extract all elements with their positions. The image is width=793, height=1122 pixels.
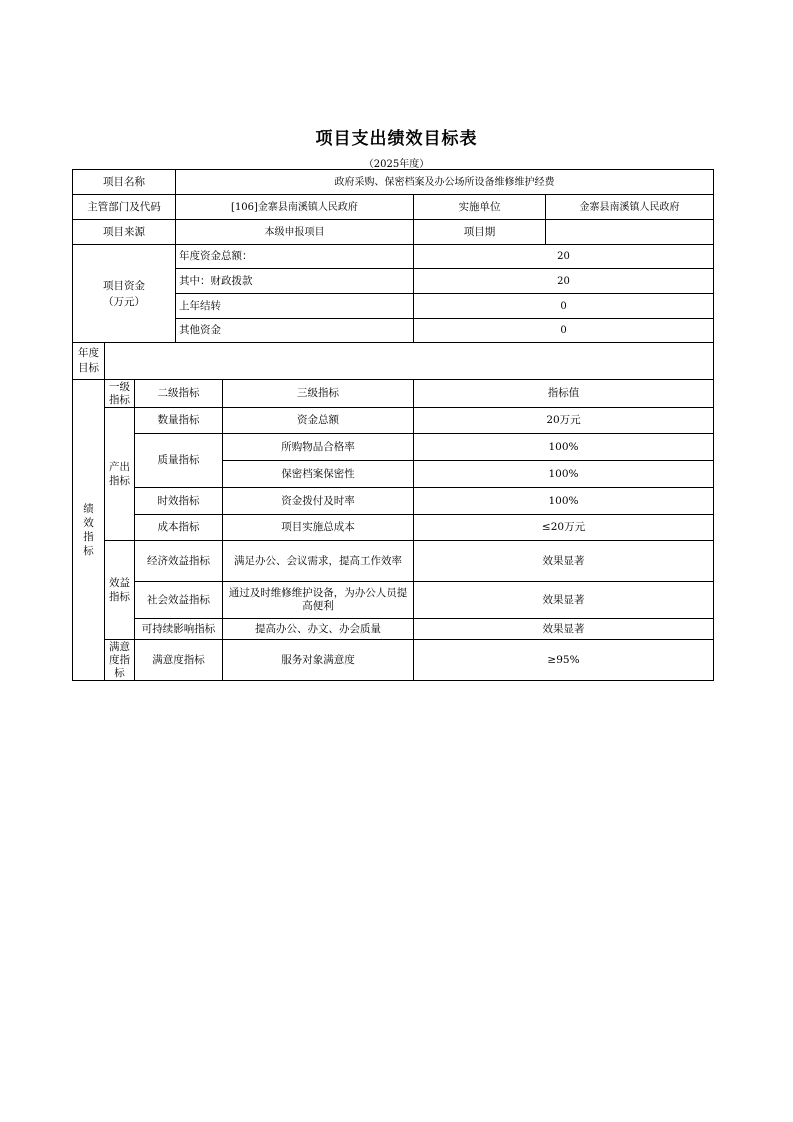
quality-indicator-value-b: 100% xyxy=(413,460,714,488)
output-indicator-label: 产出 指标 xyxy=(104,407,135,541)
source-label: 项目来源 xyxy=(72,219,176,245)
dept-label: 主管部门及代码 xyxy=(72,194,176,220)
indicators-section-label: 绩 效 指 标 xyxy=(72,379,105,681)
timeliness-indicator-value: 100% xyxy=(413,487,714,515)
quantity-indicator-value: 20万元 xyxy=(413,407,714,434)
funds-label: 项目资金 （万元） xyxy=(72,244,176,343)
economic-benefit-label: 经济效益指标 xyxy=(134,540,223,582)
satisfaction-level2: 满意度指标 xyxy=(134,639,223,681)
quality-indicator-label: 质量指标 xyxy=(134,433,223,488)
social-benefit-value: 效果显著 xyxy=(413,581,714,619)
social-benefit-label: 社会效益指标 xyxy=(134,581,223,619)
sustainability-level3: 提高办公、办文、办会质量 xyxy=(222,618,414,640)
page-title: 项目支出绩效目标表 xyxy=(315,129,478,149)
fiscal-year: （2025年度） xyxy=(363,159,430,170)
annual-goal-value xyxy=(104,342,714,380)
funds-other-value: 0 xyxy=(413,318,714,343)
funds-carryover-label: 上年结转 xyxy=(175,293,414,319)
quality-indicator-level3-a: 所购物品合格率 xyxy=(222,433,414,461)
funds-total-label: 年度资金总额： xyxy=(175,244,414,269)
period-label: 项目期 xyxy=(413,219,546,245)
satisfaction-level3: 服务对象满意度 xyxy=(222,639,414,681)
header-value: 指标值 xyxy=(413,379,714,408)
header-level3: 三级指标 xyxy=(222,379,414,408)
annual-goal-label: 年度 目标 xyxy=(72,342,105,380)
sustainability-value: 效果显著 xyxy=(413,618,714,640)
header-level1: 一级 指标 xyxy=(104,379,135,408)
cost-indicator-value: ≤20万元 xyxy=(413,514,714,541)
funds-other-label: 其他资金 xyxy=(175,318,414,343)
economic-benefit-level3: 满足办公、会议需求，提高工作效率 xyxy=(222,540,414,582)
funds-total-value: 20 xyxy=(413,244,714,269)
economic-benefit-value: 效果显著 xyxy=(413,540,714,582)
quality-indicator-level3-b: 保密档案保密性 xyxy=(222,460,414,488)
sustainability-label: 可持续影响指标 xyxy=(134,618,223,640)
timeliness-indicator-level3: 资金拨付及时率 xyxy=(222,487,414,515)
satisfaction-indicator-label: 满意 度指 标 xyxy=(104,639,135,681)
cost-indicator-level3: 项目实施总成本 xyxy=(222,514,414,541)
funds-fiscal-value: 20 xyxy=(413,268,714,294)
period-value xyxy=(545,219,714,245)
header-level2: 二级指标 xyxy=(134,379,223,408)
satisfaction-value: ≥95% xyxy=(413,639,714,681)
dept-value: [106]金寨县南溪镇人民政府 xyxy=(175,194,414,220)
cost-indicator-label: 成本指标 xyxy=(134,514,223,541)
quality-indicator-value-a: 100% xyxy=(413,433,714,461)
project-name-label: 项目名称 xyxy=(72,169,176,195)
timeliness-indicator-label: 时效指标 xyxy=(134,487,223,515)
impl-unit-label: 实施单位 xyxy=(413,194,546,220)
social-benefit-level3: 通过及时维修维护设备，为办公人员提 高便利 xyxy=(222,581,414,619)
impl-unit-value: 金寨县南溪镇人民政府 xyxy=(545,194,714,220)
funds-carryover-value: 0 xyxy=(413,293,714,319)
quantity-indicator-level3: 资金总额 xyxy=(222,407,414,434)
source-value: 本级申报项目 xyxy=(175,219,414,245)
project-name-value: 政府采购、保密档案及办公场所设备维修维护经费 xyxy=(175,169,714,195)
benefit-indicator-label: 效益 指标 xyxy=(104,540,135,640)
funds-fiscal-label: 其中：财政拨款 xyxy=(175,268,414,294)
quantity-indicator-label: 数量指标 xyxy=(134,407,223,434)
